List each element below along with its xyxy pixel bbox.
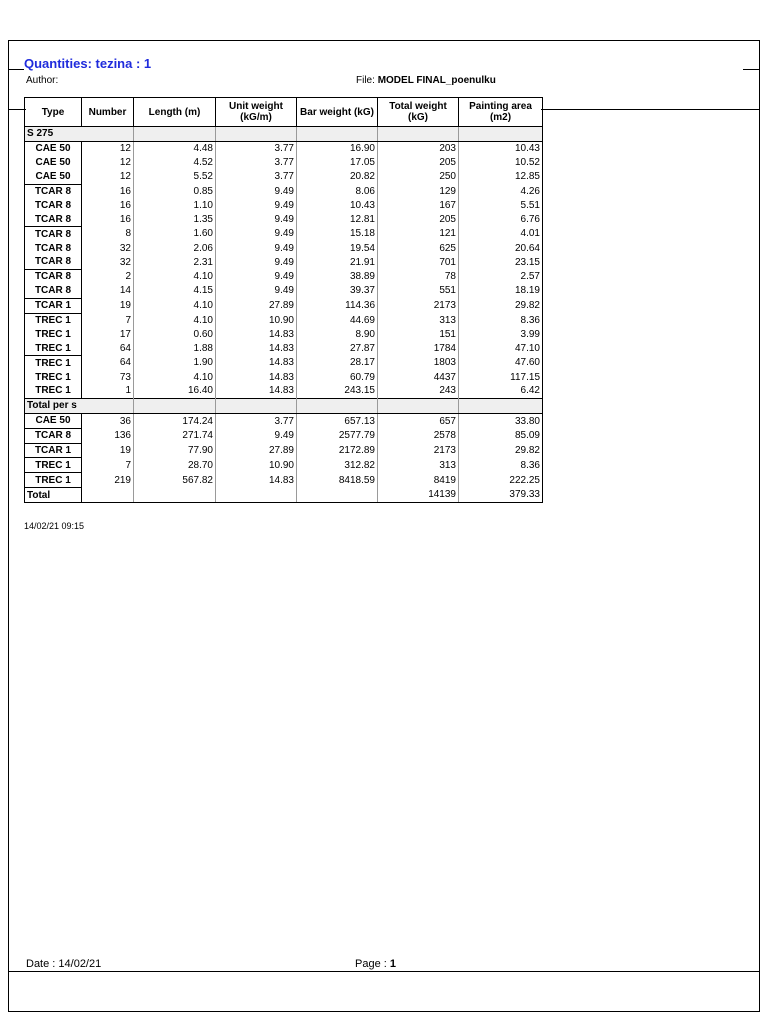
value-cell: 8.36: [459, 313, 543, 327]
value-cell: 3.99: [459, 327, 543, 341]
profile-type-cell: TREC 1: [25, 341, 82, 355]
value-cell: 16: [82, 184, 134, 198]
value-cell: 14.83: [216, 370, 297, 384]
value-cell: 14.83: [216, 384, 297, 398]
table-row: [25, 443, 543, 458]
value-cell: 4.48: [134, 141, 216, 155]
value-cell: 8418.59: [297, 473, 378, 488]
value-cell: 16.90: [297, 141, 378, 155]
value-cell: 8.36: [459, 458, 543, 473]
value-cell: 64: [82, 356, 134, 370]
table-row: [25, 170, 543, 184]
group-cell: [216, 398, 297, 413]
profile-type-cell: TREC 1: [25, 473, 82, 488]
value-cell: 2173: [378, 443, 459, 458]
value-cell: 29.82: [459, 298, 543, 313]
table-row: [25, 141, 543, 155]
profile-type-cell: TREC 1: [25, 458, 82, 473]
value-cell: [216, 488, 297, 503]
value-cell: 313: [378, 313, 459, 327]
table-row: [25, 384, 543, 398]
profile-type-cell: TCAR 8: [25, 241, 82, 255]
value-cell: 551: [378, 284, 459, 298]
value-cell: 27.89: [216, 443, 297, 458]
value-cell: 14.83: [216, 341, 297, 355]
value-cell: 3.77: [216, 156, 297, 170]
value-cell: 174.24: [134, 413, 216, 428]
value-cell: 47.10: [459, 341, 543, 355]
value-cell: 12: [82, 170, 134, 184]
table-row: [25, 488, 543, 503]
value-cell: 12: [82, 141, 134, 155]
value-cell: 19: [82, 443, 134, 458]
column-header: Length (m): [134, 98, 216, 127]
value-cell: 64: [82, 341, 134, 355]
profile-type-cell: TREC 1: [25, 327, 82, 341]
group-cell: [297, 127, 378, 142]
value-cell: 7: [82, 458, 134, 473]
value-cell: 1.10: [134, 198, 216, 212]
value-cell: 39.37: [297, 284, 378, 298]
column-header: Painting area (m2): [459, 98, 543, 127]
value-cell: 2.06: [134, 241, 216, 255]
column-header: Type: [25, 98, 82, 127]
value-cell: 4.10: [134, 298, 216, 313]
value-cell: 21.91: [297, 255, 378, 269]
footer-date: Date : 14/02/21: [26, 958, 102, 970]
value-cell: 12.81: [297, 212, 378, 226]
value-cell: 17: [82, 327, 134, 341]
footer-page: [355, 958, 396, 970]
value-cell: 78: [378, 269, 459, 283]
value-cell: 36: [82, 413, 134, 428]
profile-type-cell: TCAR 8: [25, 269, 82, 283]
value-cell: 9.49: [216, 184, 297, 198]
value-cell: 32: [82, 241, 134, 255]
table-row: [25, 241, 543, 255]
group-cell: [82, 127, 134, 142]
value-cell: 44.69: [297, 313, 378, 327]
profile-type-cell: CAE 50: [25, 413, 82, 428]
value-cell: 5.51: [459, 198, 543, 212]
value-cell: 222.25: [459, 473, 543, 488]
value-cell: 243.15: [297, 384, 378, 398]
value-cell: 10.90: [216, 458, 297, 473]
group-cell: [134, 398, 216, 413]
value-cell: [297, 488, 378, 503]
value-cell: 9.49: [216, 255, 297, 269]
value-cell: 9.49: [216, 198, 297, 212]
profile-type-cell: TCAR 8: [25, 284, 82, 298]
value-cell: 8.90: [297, 327, 378, 341]
value-cell: 2577.79: [297, 428, 378, 443]
table-row: [25, 198, 543, 212]
value-cell: 4.15: [134, 284, 216, 298]
value-cell: 9.49: [216, 227, 297, 241]
table-row: [25, 227, 543, 241]
table-row: [25, 413, 543, 428]
table-row: [25, 184, 543, 198]
group-cell: [378, 398, 459, 413]
value-cell: 14: [82, 284, 134, 298]
value-cell: 312.82: [297, 458, 378, 473]
page-number: 1: [389, 958, 396, 970]
page-label: Page :: [355, 958, 390, 970]
value-cell: 20.82: [297, 170, 378, 184]
value-cell: 1.60: [134, 227, 216, 241]
value-cell: 4.52: [134, 156, 216, 170]
value-cell: 701: [378, 255, 459, 269]
profile-type-cell: TCAR 1: [25, 443, 82, 458]
value-cell: 219: [82, 473, 134, 488]
value-cell: 1784: [378, 341, 459, 355]
value-cell: 1803: [378, 356, 459, 370]
value-cell: 625: [378, 241, 459, 255]
group-cell: [82, 398, 134, 413]
value-cell: 2172.89: [297, 443, 378, 458]
value-cell: 14.83: [216, 327, 297, 341]
value-cell: 1: [82, 384, 134, 398]
value-cell: 16.40: [134, 384, 216, 398]
value-cell: 38.89: [297, 269, 378, 283]
profile-type-cell: TCAR 1: [25, 298, 82, 313]
group-row: [25, 127, 543, 142]
value-cell: 0.85: [134, 184, 216, 198]
value-cell: 60.79: [297, 370, 378, 384]
value-cell: 9.49: [216, 212, 297, 226]
value-cell: 14.83: [216, 356, 297, 370]
profile-type-cell: TREC 1: [25, 370, 82, 384]
file-value: MODEL FINAL_poenulku: [377, 75, 496, 86]
table-row: [25, 298, 543, 313]
profile-type-cell: TCAR 8: [25, 212, 82, 226]
group-row: [25, 398, 543, 413]
value-cell: 1.35: [134, 212, 216, 226]
group-cell: [459, 127, 543, 142]
table-row: [25, 327, 543, 341]
value-cell: 85.09: [459, 428, 543, 443]
value-cell: 136: [82, 428, 134, 443]
value-cell: 16: [82, 198, 134, 212]
value-cell: 10.43: [297, 198, 378, 212]
profile-type-cell: TREC 1: [25, 384, 82, 398]
value-cell: 14139: [378, 488, 459, 503]
value-cell: 313: [378, 458, 459, 473]
value-cell: 6.76: [459, 212, 543, 226]
table-row: [25, 428, 543, 443]
value-cell: 73: [82, 370, 134, 384]
value-cell: 17.05: [297, 156, 378, 170]
value-cell: 28.17: [297, 356, 378, 370]
table-row: [25, 255, 543, 269]
value-cell: 2.57: [459, 269, 543, 283]
profile-type-cell: CAE 50: [25, 170, 82, 184]
group-cell: [297, 398, 378, 413]
value-cell: 15.18: [297, 227, 378, 241]
value-cell: 3.77: [216, 170, 297, 184]
value-cell: 0.60: [134, 327, 216, 341]
value-cell: 8: [82, 227, 134, 241]
profile-type-cell: TCAR 8: [25, 198, 82, 212]
value-cell: 9.49: [216, 241, 297, 255]
value-cell: 12: [82, 156, 134, 170]
profile-type-cell: TREC 1: [25, 356, 82, 370]
group-cell: [134, 127, 216, 142]
profile-type-cell: CAE 50: [25, 141, 82, 155]
author-label: Author:: [26, 75, 59, 86]
column-header: Bar weight (kG): [297, 98, 378, 127]
quantities-table: [24, 97, 543, 503]
value-cell: 9.49: [216, 428, 297, 443]
value-cell: 20.64: [459, 241, 543, 255]
value-cell: 657.13: [297, 413, 378, 428]
value-cell: 121: [378, 227, 459, 241]
value-cell: 2578: [378, 428, 459, 443]
value-cell: 129: [378, 184, 459, 198]
group-cell: [216, 127, 297, 142]
value-cell: 14.83: [216, 473, 297, 488]
value-cell: 8.06: [297, 184, 378, 198]
value-cell: 114.36: [297, 298, 378, 313]
value-cell: 1.88: [134, 341, 216, 355]
table-row: [25, 284, 543, 298]
table-row: [25, 212, 543, 226]
value-cell: 27.89: [216, 298, 297, 313]
value-cell: 567.82: [134, 473, 216, 488]
value-cell: 12.85: [459, 170, 543, 184]
value-cell: 151: [378, 327, 459, 341]
table-row: [25, 370, 543, 384]
value-cell: 2173: [378, 298, 459, 313]
column-header: Unit weight (kG/m): [216, 98, 297, 127]
value-cell: 379.33: [459, 488, 543, 503]
divider-right: [541, 109, 760, 110]
value-cell: 16: [82, 212, 134, 226]
value-cell: 2: [82, 269, 134, 283]
value-cell: 18.19: [459, 284, 543, 298]
value-cell: 19: [82, 298, 134, 313]
profile-type-cell: TCAR 8: [25, 255, 82, 269]
value-cell: 205: [378, 156, 459, 170]
group-label: Total per s: [25, 398, 82, 413]
table-row: [25, 458, 543, 473]
value-cell: 3.77: [216, 413, 297, 428]
table-row: [25, 269, 543, 283]
value-cell: 33.80: [459, 413, 543, 428]
value-cell: 7: [82, 313, 134, 327]
value-cell: 4.10: [134, 313, 216, 327]
value-cell: 205: [378, 212, 459, 226]
table-header: [25, 98, 543, 127]
value-cell: 9.49: [216, 269, 297, 283]
group-cell: [459, 398, 543, 413]
value-cell: 10.52: [459, 156, 543, 170]
value-cell: 29.82: [459, 443, 543, 458]
profile-type-cell: TCAR 8: [25, 184, 82, 198]
value-cell: 10.43: [459, 141, 543, 155]
title-rule-right: [743, 69, 760, 70]
value-cell: 47.60: [459, 356, 543, 370]
print-timestamp: 14/02/21 09:15: [24, 521, 85, 531]
value-cell: 167: [378, 198, 459, 212]
table-row: [25, 313, 543, 327]
value-cell: 23.15: [459, 255, 543, 269]
page-title: Quantities: tezina : 1: [24, 56, 152, 71]
title-rule-left: [8, 69, 24, 70]
value-cell: 10.90: [216, 313, 297, 327]
value-cell: 28.70: [134, 458, 216, 473]
value-cell: [134, 488, 216, 503]
column-header: Total weight (kG): [378, 98, 459, 127]
value-cell: 2.31: [134, 255, 216, 269]
file-info: [356, 75, 542, 92]
footer-rule: [8, 971, 760, 972]
value-cell: 4437: [378, 370, 459, 384]
value-cell: 203: [378, 141, 459, 155]
value-cell: 19.54: [297, 241, 378, 255]
table-row: [25, 156, 543, 170]
file-label: File:: [356, 75, 375, 86]
value-cell: 117.15: [459, 370, 543, 384]
value-cell: 5.52: [134, 170, 216, 184]
group-label: S 275: [25, 127, 82, 142]
value-cell: 32: [82, 255, 134, 269]
value-cell: 250: [378, 170, 459, 184]
value-cell: [82, 488, 134, 503]
profile-type-cell: TCAR 8: [25, 227, 82, 241]
value-cell: 243: [378, 384, 459, 398]
value-cell: 657: [378, 413, 459, 428]
value-cell: 4.01: [459, 227, 543, 241]
value-cell: 77.90: [134, 443, 216, 458]
profile-type-cell: Total: [25, 488, 82, 503]
profile-type-cell: CAE 50: [25, 156, 82, 170]
value-cell: 4.10: [134, 370, 216, 384]
value-cell: 4.26: [459, 184, 543, 198]
value-cell: 6.42: [459, 384, 543, 398]
value-cell: 4.10: [134, 269, 216, 283]
column-header: Number: [82, 98, 134, 127]
value-cell: 27.87: [297, 341, 378, 355]
profile-type-cell: TCAR 8: [25, 428, 82, 443]
value-cell: 3.77: [216, 141, 297, 155]
table-row: [25, 356, 543, 370]
group-cell: [378, 127, 459, 142]
value-cell: 8419: [378, 473, 459, 488]
value-cell: 9.49: [216, 284, 297, 298]
profile-type-cell: TREC 1: [25, 313, 82, 327]
value-cell: 1.90: [134, 356, 216, 370]
table-row: [25, 341, 543, 355]
table-row: [25, 473, 543, 488]
value-cell: 271.74: [134, 428, 216, 443]
